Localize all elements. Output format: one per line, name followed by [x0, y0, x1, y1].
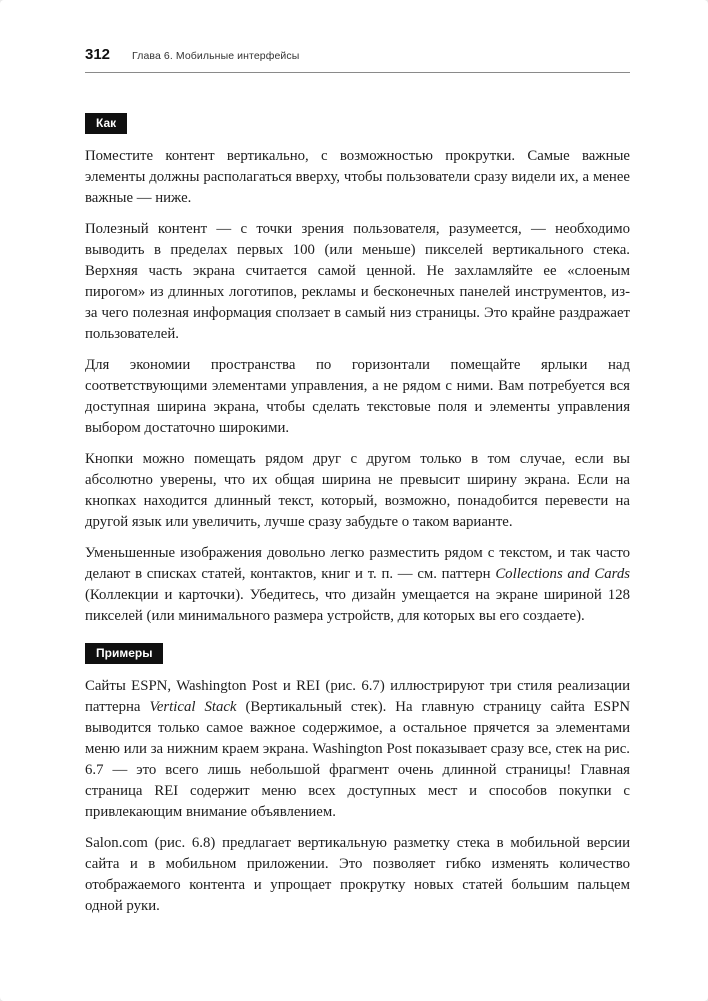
text-run: (Вертикальный стек). На главную страницу сайта ESPN выводится только самое важное содержимое, а остальное прячется за элементами меню или за нижним краем экрана. Washington Post показывает сразу все, стек на рис. 6.7 — это всего лишь небольшой фрагмент очень длинной страницы! Главная страница REI содержит меню всех доступных мест и способов покупки с привлекающим внимание объявлением. [85, 699, 631, 820]
text-run: Vertical Stack [149, 699, 237, 715]
paragraph [85, 676, 630, 823]
text-run: Для экономии пространства по горизонтали помещайте ярлыки над соответствующими элементами управления, а не рядом с ними. Вам потребуется вся доступная ширина экрана, чтобы сделать текстовые поля и элементы управления выбором достаточно широкими. [85, 357, 630, 436]
text-run: Кнопки можно помещать рядом друг с другом только в том случае, если вы абсолютно уверены, что их общая ширина не превысит ширину экрана. Если на кнопках находится длинный текст, который, возможно, понадобится перевести на другой язык или увеличить, лучше сразу забудьте о таком варианте. [85, 451, 630, 530]
paragraph [85, 146, 630, 209]
paragraph [85, 219, 630, 345]
section-heading: Примеры [85, 643, 163, 664]
page-content [85, 73, 630, 917]
chapter-title: Глава 6. Мобильные интерфейсы [132, 50, 300, 62]
text-run: Полезный контент — с точки зрения пользователя, разумеется, — необходимо выводить в пределах первых 100 (или меньше) пикселей вертикального стека. Верхняя часть экрана считается самой ценной. Не захламляйте ее «слоеным пирогом» из длинных логотипов, рекламы и бесконечных панелей инструментов, из-за чего полезная информация сползает в самый низ страницы. Это крайне раздражает пользователей. [85, 221, 630, 342]
paragraph [85, 355, 630, 439]
page-number: 312 [85, 46, 111, 63]
paragraph [85, 543, 630, 627]
paragraph [85, 833, 630, 917]
paragraph [85, 449, 630, 533]
text-run: Уменьшенные изображения довольно легко разместить рядом с текстом, и так часто делают в списках статей, контактов, книг и т. п. — см. паттерн [85, 545, 630, 582]
page-header [85, 0, 630, 73]
section-heading: Как [85, 113, 127, 134]
text-run: Collections and Cards [495, 566, 630, 582]
text-run: Salon.com (рис. 6.8) предлагает вертикальную разметку стека в мобильной версии сайта и в мобильном приложении. Это позволяет гибко изменять количество отображаемого контента и упрощает прокрутку новых статей большим пальцем одной руки. [85, 835, 630, 914]
text-run: Сайты ESPN, Washington Post и REI (рис. 6.7) иллюстрируют три стиля реализации паттерна [85, 678, 630, 715]
text-run: Поместите контент вертикально, с возможностью прокрутки. Самые важные элементы должны располагаться вверху, чтобы пользователи сразу видели их, а менее важные — ниже. [85, 148, 630, 206]
text-run: (Коллекции и карточки). Убедитесь, что дизайн умещается на экране шириной 128 пикселей (или минимального размера устройств, для которых вы его создаете). [85, 587, 630, 624]
